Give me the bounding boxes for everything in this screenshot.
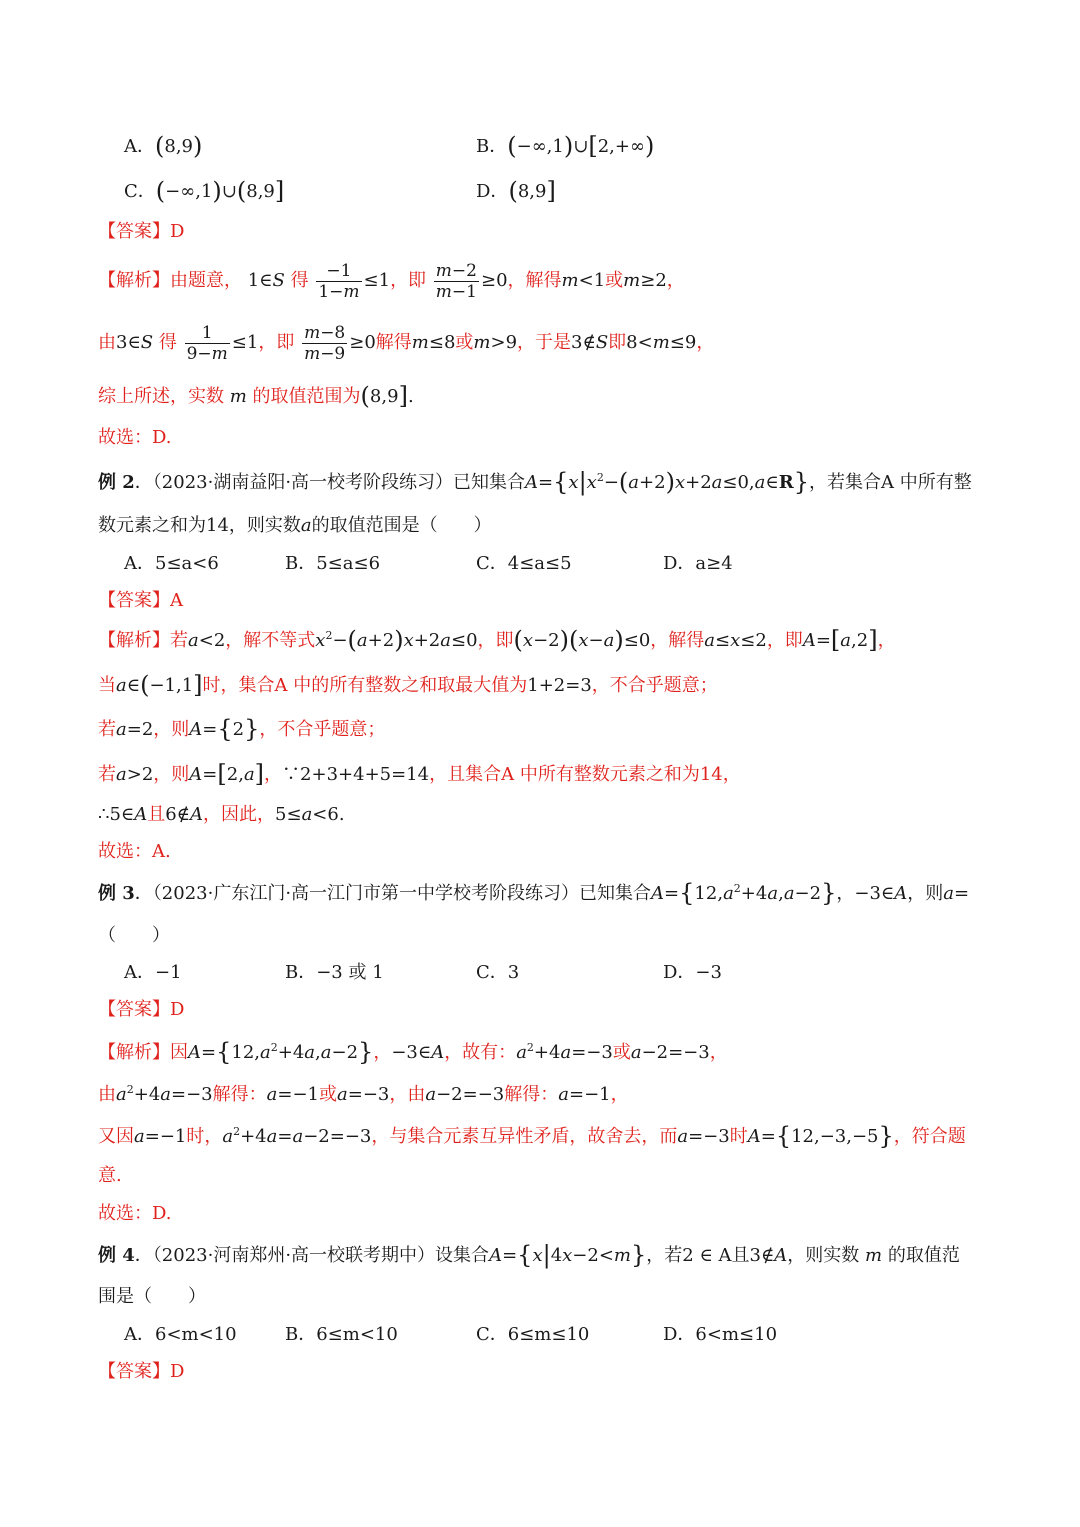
question-line: 数元素之和为14，则实数a的取值范围是（ ） <box>98 515 492 536</box>
option-c: C．(−∞,1)∪(8,9] <box>124 177 285 205</box>
question-line: （ ） <box>98 925 170 946</box>
option-a: A．5≤a<6 <box>124 553 219 574</box>
option-d: D．a≥4 <box>663 553 733 574</box>
option-b: B．(−∞,1)∪[2,+∞) <box>476 132 655 160</box>
analysis-line: 意. <box>98 1165 122 1186</box>
analysis-line: 若a=2，则A={2}，不合乎题意； <box>98 715 386 743</box>
analysis-line: 【解析】因$A=\{12,a^2+4a,a-2\}$，−3∈A，故有：$a^2+4a=-3$或a−2=−3， <box>98 1038 728 1066</box>
option-a: A．(8,9) <box>124 132 203 160</box>
option-c: C．6≤m≤10 <box>476 1324 590 1345</box>
choose-line: 故选：A. <box>98 841 171 862</box>
option-c: C．3 <box>476 962 520 983</box>
analysis-line: 【解析】若a<2，解不等式$x^2-(a+2)x+2a\le 0$，即(x−2)(x−a)≤0，解得a≤x≤2，即A=[a,2]， <box>98 626 896 654</box>
answer-label: 【答案】D <box>98 221 185 242</box>
option-a: A．6<m<10 <box>124 1324 237 1345</box>
analysis-line: 由$a^2+4a=-3$解得：a=−1或a=−3，由a−2=−3解得：a=−1， <box>98 1083 629 1105</box>
question-line: 例 2．（2023·湖南益阳·高一校考阶段练习）已知集合$A=\{x|x^2-(a+2)x+2a\le 0,a\in R\}$，若集合A 中所有整 <box>98 468 972 496</box>
analysis-line: 【解析】由题意， 1∈S 得 $\frac{-1}{1-m}$ ≤1，即 $\frac{m-2}{m-1}$ ≥0，解得m<1或m≥2， <box>98 260 685 302</box>
choose-line: 故选：D. <box>98 1203 172 1224</box>
option-b: B．5≤a≤6 <box>285 553 381 574</box>
analysis-line: 又因a=−1时，$a^2+4a=a-2=-3$，与集合元素互异性矛盾，故舍去，而a=−3时A={12,−3,−5}，符合题 <box>98 1122 966 1150</box>
analysis-line: ∴5∈A且6∉A，因此，5≤a<6. <box>98 804 345 825</box>
question-line: 例 3．（2023·广东江门·高一江门市第一中学校考阶段练习）已知集合$A=\{12,a^2+4a,a-2\}$，−3∈A，则a= <box>98 879 970 907</box>
analysis-line: 综上所述，实数 m 的取值范围为(8,9]. <box>98 382 414 410</box>
option-b: B．6≤m<10 <box>285 1324 398 1345</box>
option-a: A．−1 <box>124 962 182 983</box>
option-d: D．(8,9] <box>476 177 556 205</box>
choose-line: 故选：D. <box>98 427 172 448</box>
analysis-line: 若a>2，则A=[2,a]，∵2+3+4+5=14，且集合A 中所有整数元素之和为14， <box>98 760 741 788</box>
answer-label: 【答案】D <box>98 1361 185 1382</box>
analysis-line: 由3∈S 得 $\frac{1}{9-m}$ ≤1，即 $\frac{m-8}{m-9}$ ≥0解得m≤8或m>9，于是3∉S即8<m≤9， <box>98 322 715 364</box>
question-line: 围是（ ） <box>98 1286 206 1307</box>
option-d: D．6<m≤10 <box>663 1324 778 1345</box>
answer-label: 【答案】D <box>98 999 185 1020</box>
option-c: C．4≤a≤5 <box>476 553 572 574</box>
answer-label: 【答案】A <box>98 590 183 611</box>
analysis-line: 当a∈(−1,1]时，集合A 中的所有整数之和取最大值为1+2=3，不合乎题意； <box>98 671 718 699</box>
question-line: 例 4．（2023·河南郑州·高一校联考期中）设集合A={x|4x−2<m}，若2 ∈ A且3∉A，则实数 m 的取值范 <box>98 1241 960 1269</box>
option-d: D．−3 <box>663 962 722 983</box>
option-b: B．−3 或 1 <box>285 962 384 983</box>
